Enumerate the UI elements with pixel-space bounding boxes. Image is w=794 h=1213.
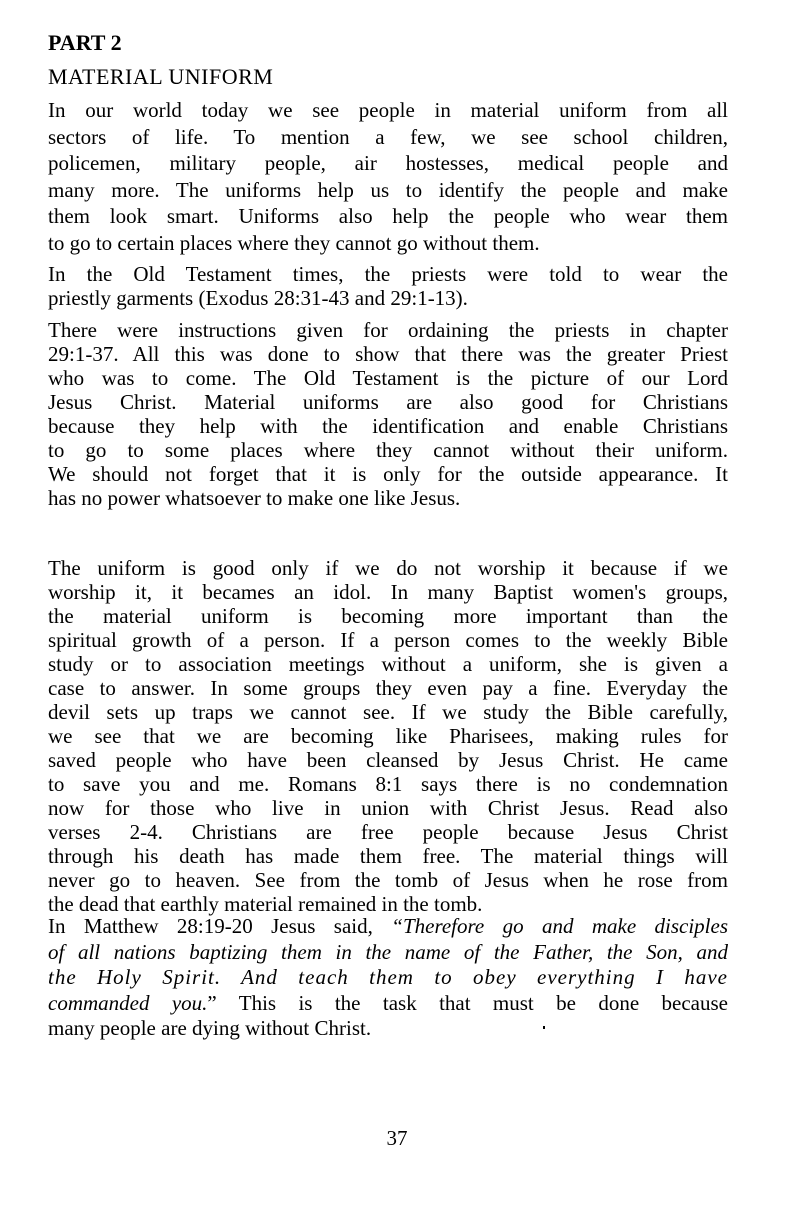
- scripture-quote: “Therefore go and make disciples: [391, 914, 728, 938]
- text-line: Jesus Christ. Material uniforms are also good for Christians: [48, 390, 728, 414]
- page-number: 37: [386, 1126, 408, 1150]
- text-line: now for those who live in union with Christ Jesus. Read also: [48, 796, 728, 820]
- text-line: priestly garments (Exodus 28:31-43 and 29:1-13).: [48, 286, 468, 310]
- text-line: them look smart. Uniforms also help the people who wear them: [48, 204, 728, 229]
- paragraph-5: [48, 914, 728, 1042]
- scripture-quote: of all nations baptizing them in the name of the Father, the Son, and: [48, 939, 728, 964]
- text-line: the dead that earthly material remained in the tomb.: [48, 892, 483, 916]
- paragraph-3: [48, 318, 728, 510]
- text-segment: ” This is the task that must be done because: [207, 990, 728, 1015]
- text-line: the material uniform is becoming more important than the: [48, 604, 728, 628]
- text-line: verses 2-4. Christians are free people because Jesus Christ: [48, 820, 728, 844]
- text-line: In our world today we see people in material uniform from all: [48, 98, 728, 122]
- text-line: [48, 991, 728, 1017]
- text-line: many people are dying without Christ.: [48, 1016, 372, 1040]
- text-line: to go to certain places where they cannot go without them.: [48, 230, 540, 255]
- text-line: The uniform is good only if we do not worship it because if we: [48, 556, 728, 580]
- text-line: In the Old Testament times, the priests were told to wear the: [48, 262, 728, 286]
- text-line: 29:1-37. All this was done to show that there was the greater Priest: [48, 342, 728, 366]
- text-line: through his death has made them free. The material things will: [48, 844, 728, 868]
- scripture-quote: commanded you.: [48, 990, 208, 1015]
- text-line: case to answer. In some groups they even pay a fine. Everyday the: [48, 676, 728, 700]
- text-line: never go to heaven. See from the tomb of Jesus when he rose from: [48, 868, 728, 892]
- section-title: MATERIAL UNIFORM: [48, 64, 274, 89]
- text-line: to go to some places where they cannot without their uniform.: [48, 438, 728, 462]
- text-line: who was to come. The Old Testament is the picture of our Lord: [48, 366, 728, 390]
- text-line: worship it, it becames an idol. In many Baptist women's groups,: [48, 580, 728, 604]
- text-line: spiritual growth of a person. If a person comes to the weekly Bible: [48, 628, 728, 652]
- text-segment: In Matthew 28:19-20 Jesus said,: [48, 914, 392, 938]
- text-line: because they help with the identification and enable Christians: [48, 414, 728, 438]
- paragraph-1: [48, 97, 728, 257]
- text-line: we see that we are becoming like Pharisees, making rules for: [48, 724, 728, 748]
- text-line: to save you and me. Romans 8:1 says there is no condemnation: [48, 772, 728, 796]
- text-line: saved people who have been cleansed by Jesus Christ. He came: [48, 748, 728, 772]
- text-line: has no power whatsoever to make one like Jesus.: [48, 486, 461, 510]
- text-line: [48, 914, 728, 940]
- text-line: [48, 940, 728, 966]
- text-line: sectors of life. To mention a few, we see school children,: [48, 124, 728, 149]
- paragraph-2: [48, 262, 728, 310]
- text-line: policemen, military people, air hostesses, medical people and: [48, 151, 728, 176]
- scripture-quote: the Holy Spirit. And teach them to obey everything I have: [48, 965, 728, 989]
- text-line: study or to association meetings without a uniform, she is given a: [48, 652, 728, 676]
- text-line: many more. The uniforms help us to identify the people and make: [48, 177, 728, 202]
- stray-mark: [543, 1026, 545, 1029]
- text-line: We should not forget that it is only for the outside appearance. It: [48, 462, 728, 486]
- text-line: There were instructions given for ordaining the priests in chapter: [48, 318, 728, 342]
- text-line: [48, 965, 728, 991]
- paragraph-4: [48, 556, 728, 916]
- text-line: devil sets up traps we cannot see. If we study the Bible carefully,: [48, 700, 728, 724]
- part-heading: PART 2: [48, 30, 122, 55]
